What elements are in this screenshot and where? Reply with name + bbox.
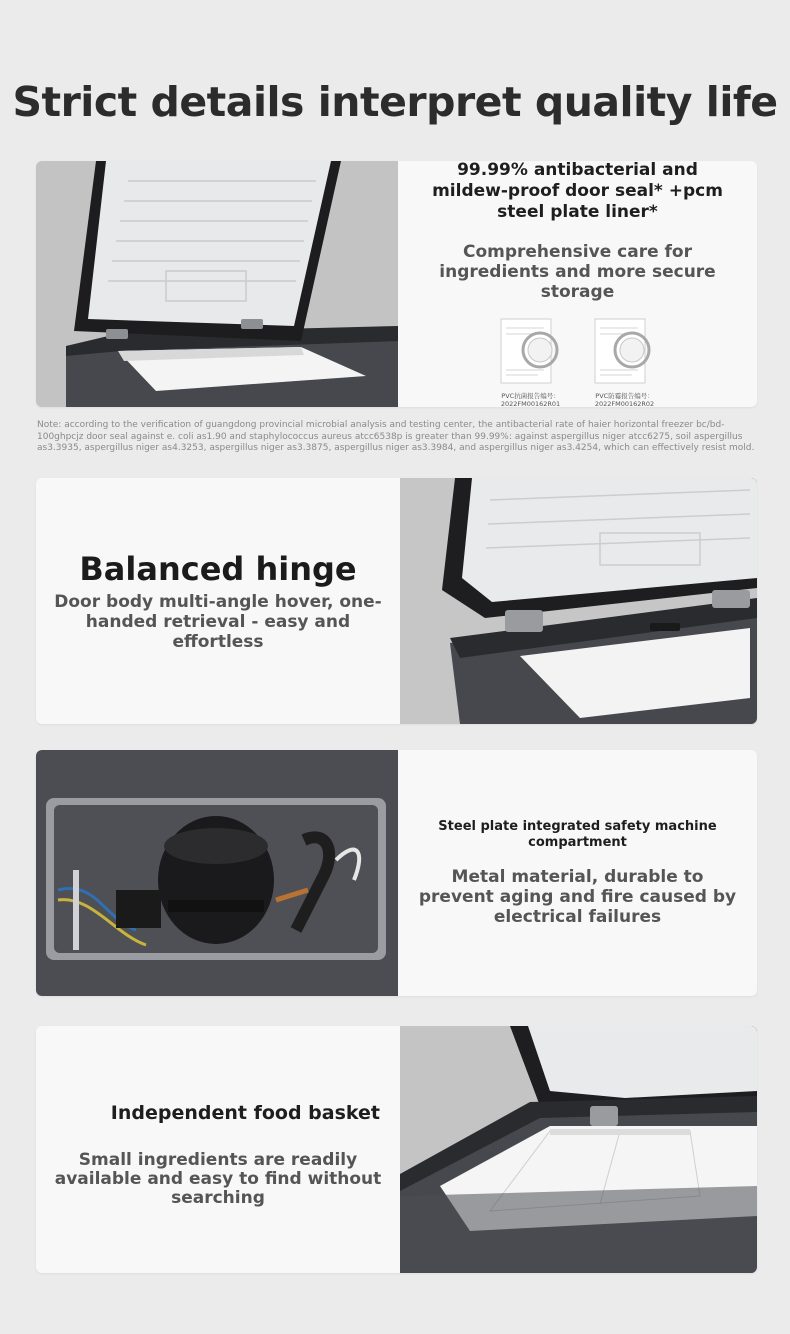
certificate-caption-line1: PVC抗菌报告编号： [501,392,560,400]
feature-card-balanced-hinge [36,478,757,724]
freezer-open-lid-photo [36,161,398,407]
freezer-basket-photo [400,1026,757,1273]
food-basket-subheading: Small ingredients are readily available and easy to find without searching [54,1150,382,1208]
compressor-compartment-photo [36,750,398,996]
feature-card-food-basket [36,1026,757,1273]
footnote: Note: according to the verification of guangdong provincial microbial analysis and testing center, the antibacterial rate of haier horizontal freezer bc/bd-100ghpcjz door seal against e. coli as1.90 and staphylococcus aureus atcc6538p is greater than 99.99%: against aspergillus niger atcc6275, soil aspergillus as3.3935, aspergillus niger as4.3253, aspergillus niger as3.3875, aspergillus niger as3.3984, and aspergillus niger as3.4254, which can effectively resist mold. [37,420,755,453]
machine-compartment-heading: Steel plate integrated safety machine compartment [438,819,717,850]
food-basket-text [36,1026,400,1273]
balanced-hinge-subheading: Door body multi-angle hover, one-handed retrieval - easy and effortless [54,592,382,652]
certificate-mildew [594,318,656,407]
certificate-document-icon [500,318,562,390]
certificate-caption-line2: 2022FM00162R02 [594,400,655,407]
certificate-caption-line2: 2022FM00162R01 [500,400,561,407]
certificate-caption-line1: PVC防霉报告编号： [595,392,654,400]
balanced-hinge-text [36,478,400,724]
certificate-document-icon [594,318,656,390]
door-seal-heading: 99.99% antibacterial and mildew-proof door seal* +pcm steel plate liner* [432,161,723,222]
machine-compartment-text [398,750,757,996]
certificate-list [500,318,656,407]
certificate-antibacterial [500,318,562,407]
freezer-hinge-photo [400,478,757,724]
food-basket-heading: Independent food basket [110,1102,380,1124]
machine-compartment-subheading: Metal material, durable to prevent aging and fire caused by electrical failures [418,867,737,927]
door-seal-subheading: Comprehensive care for ingredients and more secure storage [439,242,716,302]
balanced-hinge-heading: Balanced hinge [79,550,357,588]
page-title: Strict details interpret quality life [12,78,778,126]
feature-card-door-seal [36,161,757,407]
door-seal-text [398,161,757,407]
feature-card-machine-compartment [36,750,757,996]
